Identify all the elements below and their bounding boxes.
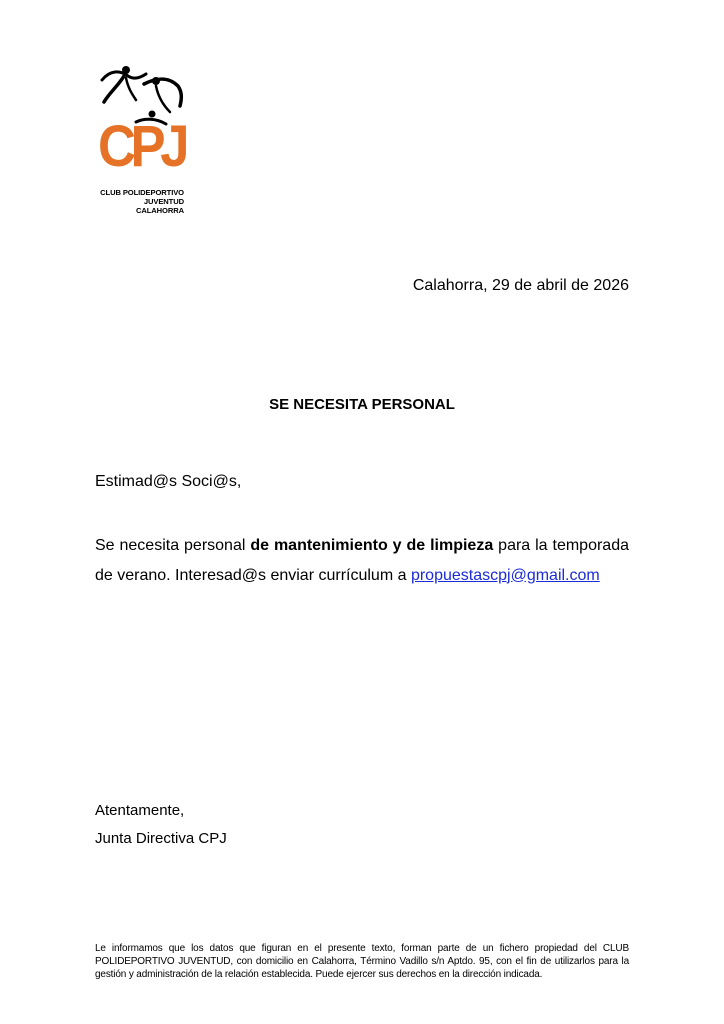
figure-body <box>104 76 124 102</box>
club-logo <box>96 62 192 222</box>
body-text-bold: de mantenimiento y de limpieza <box>250 537 494 554</box>
club-logo-mark <box>96 62 192 192</box>
logo-caption-line: JUVENTUD <box>143 197 184 206</box>
logo-letters: CPJ <box>98 114 187 179</box>
letter-body <box>95 531 629 590</box>
body-text-part: para la temporada de verano. Interesad@s enviar currículum a <box>95 537 629 584</box>
logo-caption-line: CALAHORRA <box>135 206 184 215</box>
privacy-footer: Le informamos que los datos que figuran en el presente texto, forman parte de un fichero propiedad del CLUB POLIDEPORTIVO JUVENTUD, con domicilio en Calahorra, Término Vadillo s/n Aptdo. 95, con el fin de utilizarlos para la gestión y administración de la relación establecida. Puede ejercer sus derechos en la dirección indicada. <box>95 943 629 980</box>
closing-signature: Junta Directiva CPJ <box>95 830 227 847</box>
letter-closing <box>95 797 227 853</box>
figure-leg <box>156 86 170 112</box>
figure-leg <box>126 78 136 100</box>
email-link[interactable]: propuestascpj@gmail.com <box>410 566 600 584</box>
logo-caption <box>96 188 184 215</box>
body-text-part: Se necesita personal <box>95 537 251 554</box>
logo-caption-line: CLUB POLIDEPORTIVO <box>100 188 184 197</box>
letter-title: SE NECESITA PERSONAL <box>269 396 455 413</box>
letter-date: Calahorra, 29 de abril de 2026 <box>412 277 629 294</box>
letter-greeting: Estimad@s Soci@s, <box>95 473 242 490</box>
closing-salutation: Atentamente, <box>95 802 185 819</box>
